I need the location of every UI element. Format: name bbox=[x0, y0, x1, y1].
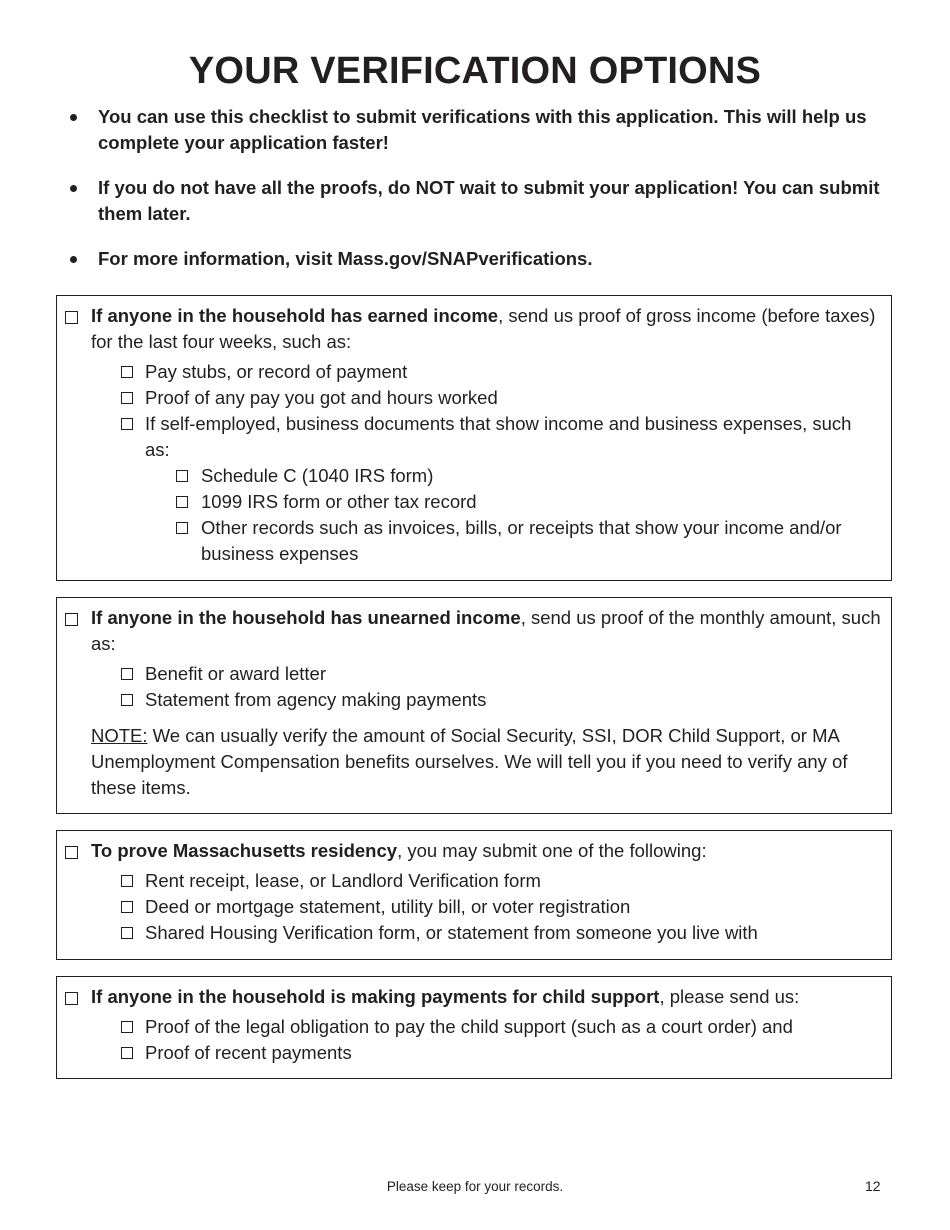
checklist-subitem: Schedule C (1040 IRS form) bbox=[201, 465, 434, 486]
checklist-subitem: 1099 IRS form or other tax record bbox=[201, 491, 477, 512]
page-title: YOUR VERIFICATION OPTIONS bbox=[188, 50, 762, 92]
benefit-letter-checkbox[interactable] bbox=[121, 668, 133, 680]
earned-income-checkbox[interactable] bbox=[65, 311, 78, 324]
checklist-item: Proof of the legal obligation to pay the child support (such as a court order) and bbox=[145, 1016, 793, 1037]
bullet-dot-icon bbox=[70, 185, 77, 192]
checklist-item: Pay stubs, or record of payment bbox=[145, 361, 408, 382]
intro-bullet: If you do not have all the proofs, do NOT wait to submit your application! You can submit them later. bbox=[70, 175, 900, 227]
checklist-item: Benefit or award letter bbox=[145, 663, 326, 684]
proof-of-pay-checkbox[interactable] bbox=[121, 392, 133, 404]
intro-bullet: For more information, visit Mass.gov/SNAPverifications. bbox=[70, 246, 900, 272]
legal-obligation-checkbox[interactable] bbox=[121, 1021, 133, 1033]
pay-stubs-checkbox[interactable] bbox=[121, 366, 133, 378]
checklist-item: If self-employed, business documents that show income and business expenses, such as: bbox=[145, 413, 852, 461]
checklist-item: Statement from agency making payments bbox=[145, 689, 487, 710]
checklist-item: Rent receipt, lease, or Landlord Verification form bbox=[145, 870, 541, 891]
agency-statement-checkbox[interactable] bbox=[121, 694, 133, 706]
checklist-item: Deed or mortgage statement, utility bill, or voter registration bbox=[145, 896, 631, 917]
footer-note: Please keep for your records. bbox=[386, 1179, 564, 1194]
residency-section bbox=[56, 830, 892, 960]
unearned-income-heading: If anyone in the household has unearned income, send us proof of the monthly amount, such as: bbox=[91, 607, 881, 655]
checklist-subitem: Other records such as invoices, bills, or receipts that show your income and/or business expenses bbox=[201, 517, 842, 565]
schedule-c-checkbox[interactable] bbox=[176, 470, 188, 482]
residency-heading: To prove Massachusetts residency, you may submit one of the following: bbox=[91, 840, 707, 861]
self-employed-checkbox[interactable] bbox=[121, 418, 133, 430]
intro-bullets bbox=[70, 104, 900, 272]
child-support-heading: If anyone in the household is making payments for child support, please send us: bbox=[91, 986, 800, 1007]
deed-checkbox[interactable] bbox=[121, 901, 133, 913]
form-1099-checkbox[interactable] bbox=[176, 496, 188, 508]
unearned-note: NOTE: We can usually verify the amount of Social Security, SSI, DOR Child Support, or MA Unemployment Compensation benefits ourselves. We will tell you if you need to verify any of these items. bbox=[91, 725, 848, 799]
earned-income-section bbox=[56, 295, 892, 581]
child-support-checkbox[interactable] bbox=[65, 992, 78, 1005]
rent-receipt-checkbox[interactable] bbox=[121, 875, 133, 887]
unearned-income-section bbox=[56, 597, 892, 814]
other-records-checkbox[interactable] bbox=[176, 522, 188, 534]
bullet-dot-icon bbox=[70, 114, 77, 121]
bullet-dot-icon bbox=[70, 256, 77, 263]
checklist-item: Proof of recent payments bbox=[145, 1042, 352, 1063]
earned-income-heading: If anyone in the household has earned income, send us proof of gross income (before taxes) for the last four weeks, such as: bbox=[91, 305, 876, 353]
shared-housing-checkbox[interactable] bbox=[121, 927, 133, 939]
checklist-item: Proof of any pay you got and hours worked bbox=[145, 387, 498, 408]
checklist-item: Shared Housing Verification form, or statement from someone you live with bbox=[145, 922, 758, 943]
page-number: 12 bbox=[865, 1178, 881, 1194]
child-support-section bbox=[56, 976, 892, 1079]
unearned-income-checkbox[interactable] bbox=[65, 613, 78, 626]
intro-bullet: You can use this checklist to submit verifications with this application. This will help us complete your application faster! bbox=[70, 104, 900, 156]
residency-checkbox[interactable] bbox=[65, 846, 78, 859]
recent-payments-checkbox[interactable] bbox=[121, 1047, 133, 1059]
